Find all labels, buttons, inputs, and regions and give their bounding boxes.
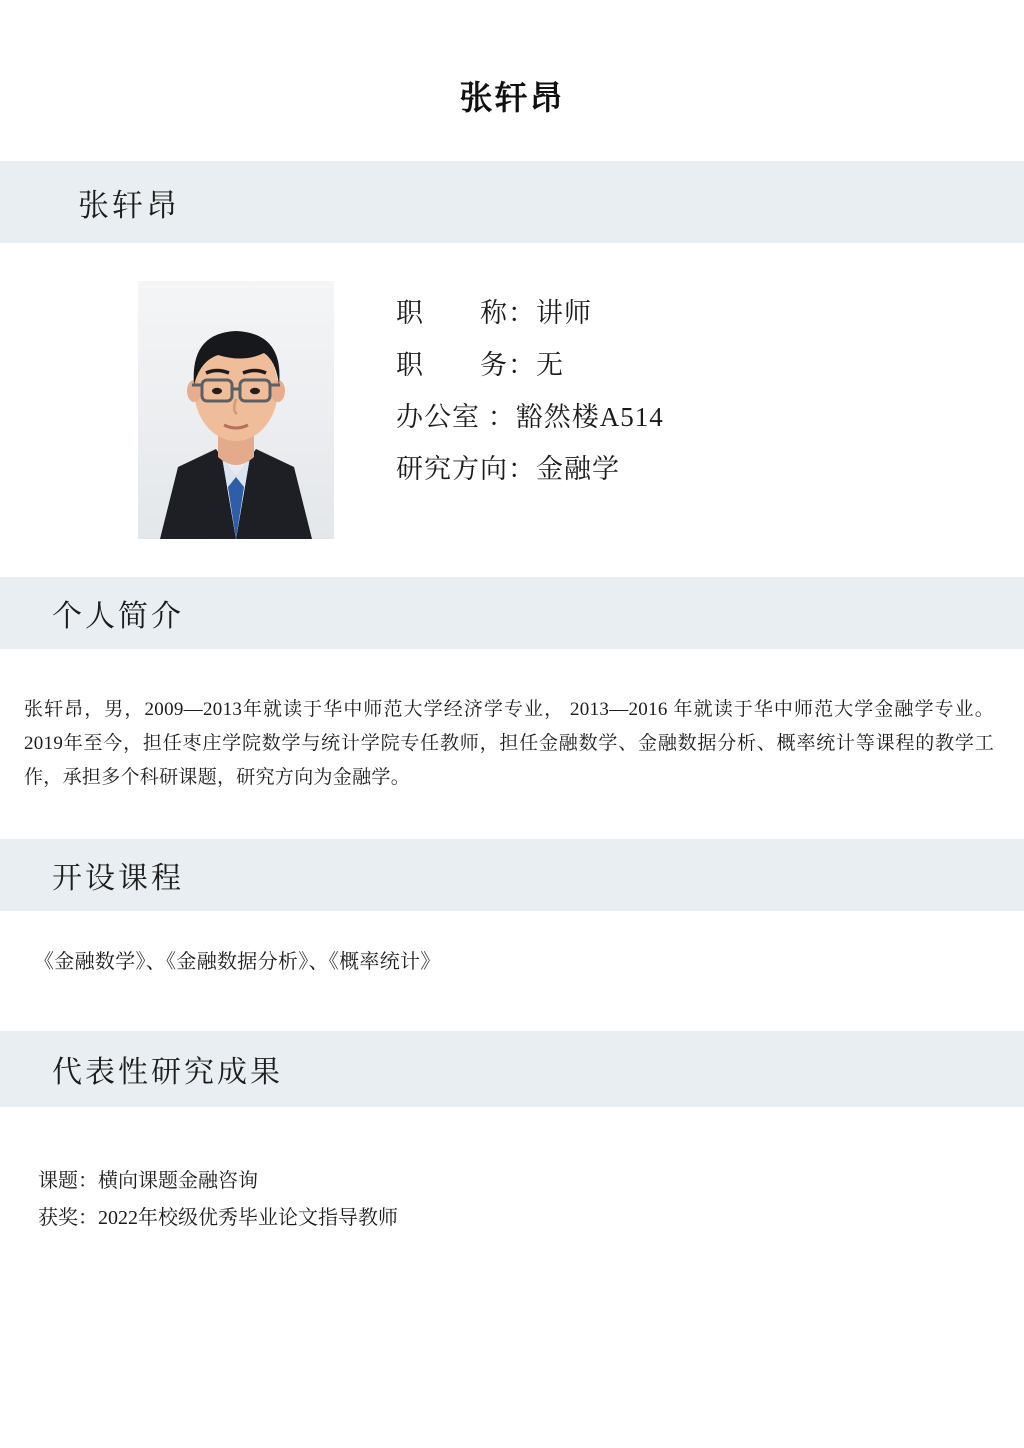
section-header-name bbox=[0, 161, 1024, 243]
info-label-research-area: 研究方向： bbox=[396, 454, 536, 484]
info-value-research-area: 金融学 bbox=[536, 454, 620, 484]
section-title-courses: 开设课程 bbox=[52, 862, 184, 895]
info-value-position: 无 bbox=[536, 350, 564, 380]
list-item: 获奖：2022年校级优秀毕业论文指导教师 bbox=[38, 1207, 398, 1229]
info-label-title: 职 称： bbox=[396, 298, 536, 328]
section-header-courses bbox=[0, 839, 1024, 911]
section-header-research bbox=[0, 1031, 1024, 1107]
info-value-office: 豁然楼A514 bbox=[515, 402, 664, 432]
info-row-research-area bbox=[396, 443, 664, 495]
list-item: 课题：横向课题金融咨询 bbox=[38, 1170, 258, 1192]
biography-text: 张轩昂，男，2009—2013年就读于华中师范大学经济学专业， 2013—2016 年就读于华中师范大学金融学专业。2019年至今，担任枣庄学院数学与统计学院专任教师，担任金融数学、金融数据分析、概率统计等课程的教学工作，承担多个科研课题，研究方向为金融学。 bbox=[24, 699, 994, 788]
courses-text: 《金融数学》、《金融数据分析》、《概率统计》 bbox=[34, 951, 441, 973]
info-row-office bbox=[396, 391, 664, 443]
info-label-position: 职 务： bbox=[396, 350, 536, 380]
section-title-biography: 个人简介 bbox=[52, 600, 184, 633]
section-title-research: 代表性研究成果 bbox=[52, 1056, 283, 1089]
page-title: 张轩昂 bbox=[459, 81, 565, 117]
info-value-title: 讲师 bbox=[536, 298, 592, 328]
info-row-title bbox=[396, 287, 664, 339]
research-list bbox=[38, 1163, 1024, 1237]
profile-info bbox=[396, 281, 664, 495]
section-title-name: 张轩昂 bbox=[78, 187, 180, 223]
section-header-biography bbox=[0, 577, 1024, 649]
avatar bbox=[138, 281, 334, 539]
info-row-position bbox=[396, 339, 664, 391]
profile-block bbox=[0, 243, 1024, 539]
info-label-office: 办公室 ： bbox=[396, 402, 516, 432]
